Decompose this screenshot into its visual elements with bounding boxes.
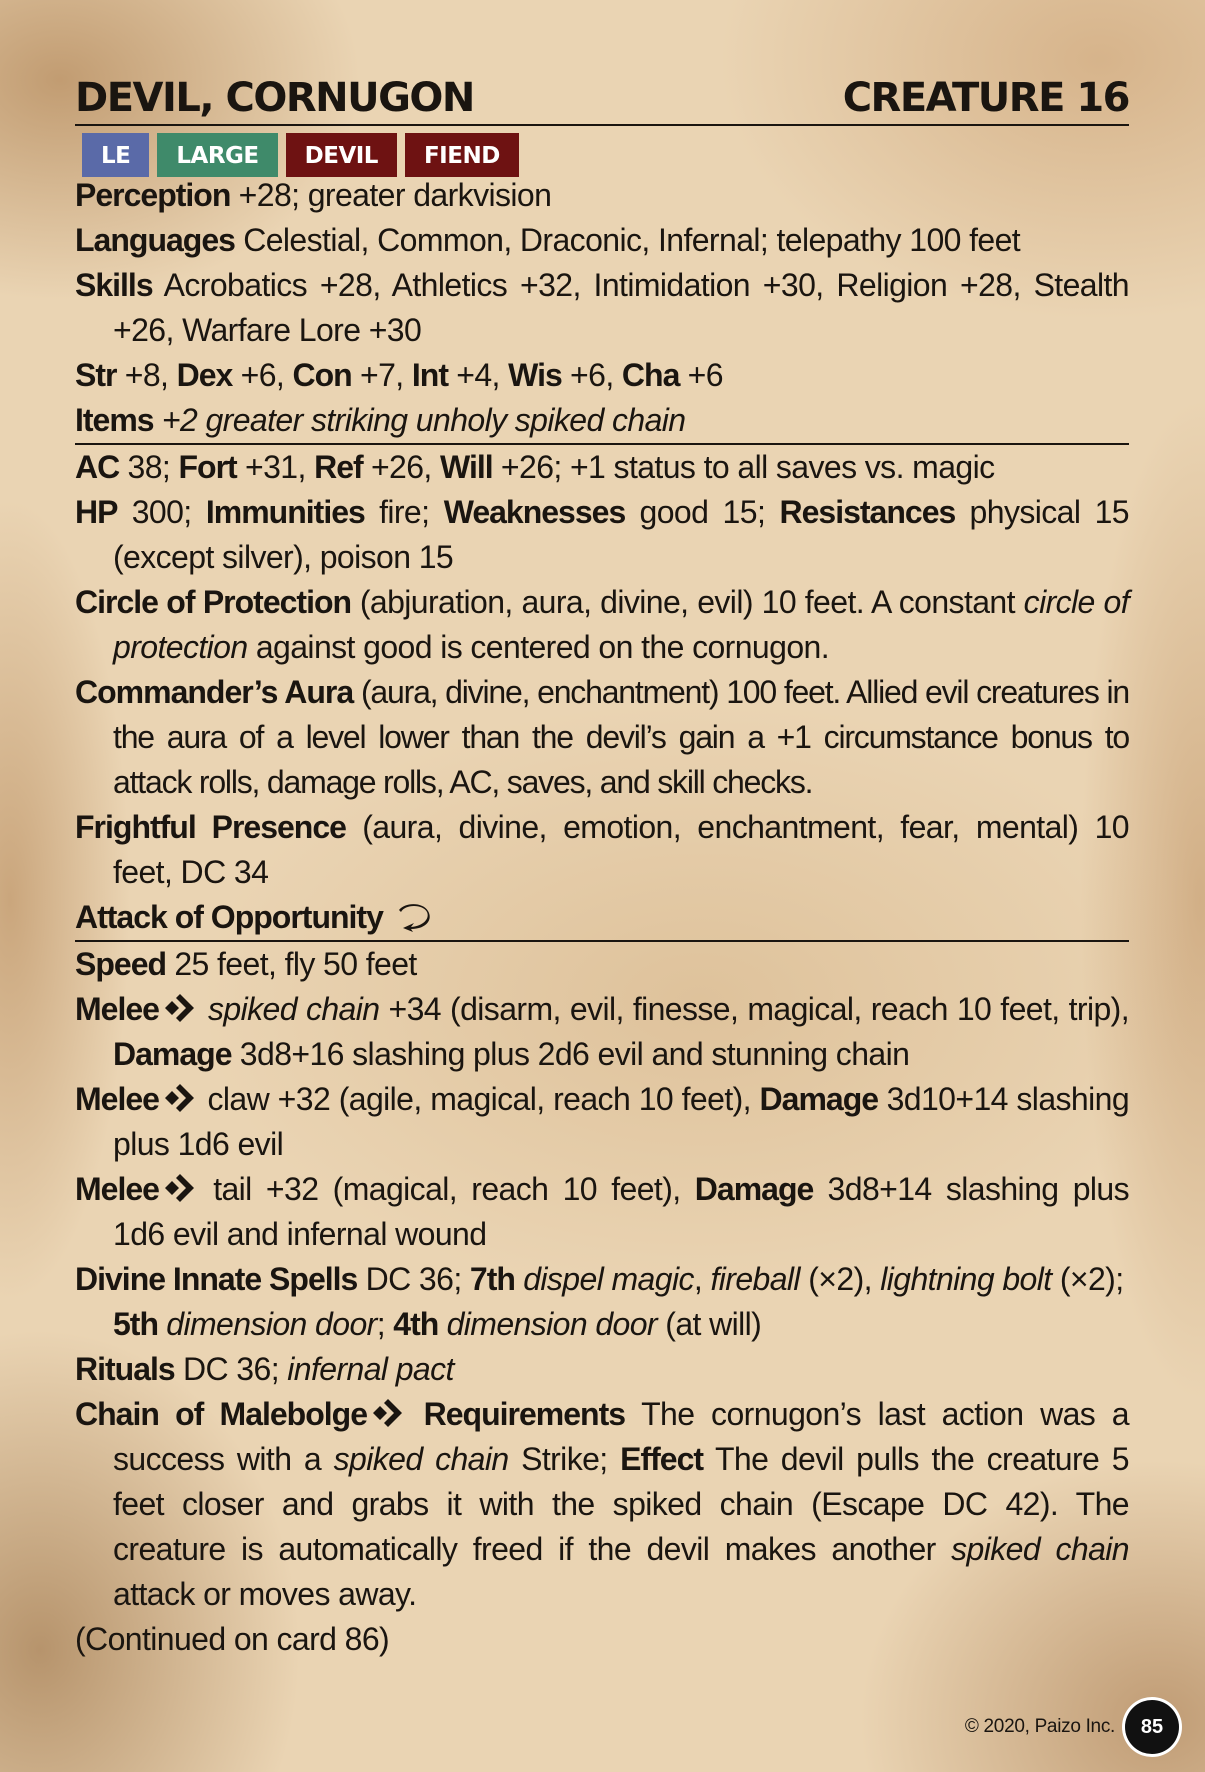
hp-label: HP — [75, 494, 118, 530]
melee-label: Melee — [75, 991, 159, 1027]
circle-text: (abjuration, aura, divine, evil) 10 feet. A constant — [359, 584, 1015, 620]
effect-label: Effect — [620, 1441, 704, 1477]
spell-count: (×2), — [808, 1261, 872, 1297]
single-action-icon — [373, 1398, 403, 1428]
copyright: © 2020, Paizo Inc. — [964, 1716, 1115, 1737]
circle-of-protection-ability — [75, 580, 1129, 670]
chain-label: Chain of Malebolge — [75, 1396, 368, 1432]
int-label: Int — [411, 357, 448, 393]
separator: , — [693, 1261, 703, 1297]
rituals-dc: DC 36; — [182, 1351, 279, 1387]
items-line — [75, 398, 1129, 445]
con-label: Con — [292, 357, 352, 393]
con-value: +7, — [360, 357, 404, 393]
dex-value: +6, — [240, 357, 285, 393]
spell-count: (×2); — [1059, 1261, 1124, 1297]
str-label: Str — [75, 357, 117, 393]
melee-tail — [75, 1167, 1129, 1257]
spell-rank-4: 4th — [393, 1306, 439, 1342]
spell-dimension-door: dimension door — [166, 1306, 377, 1342]
ac-label: AC — [75, 449, 120, 485]
resistances-label: Resistances — [779, 494, 956, 530]
skills-line — [75, 263, 1129, 353]
weaknesses-label: Weaknesses — [443, 494, 626, 530]
creature-name: DEVIL, CORNUGON — [75, 75, 474, 121]
effect-text: The devil pulls the creature 5 feet closer and grabs it with the spiked chain (Escape DC 42). The creature is automatically freed if the devil makes another — [113, 1441, 1129, 1567]
title-row — [75, 68, 1129, 126]
commanders-aura-ability — [75, 670, 1129, 805]
requirements-weapon: spiked chain — [333, 1441, 509, 1477]
circle-spell-name: circle of protection — [113, 584, 1129, 665]
circle-label: Circle of Protection — [75, 584, 352, 620]
melee-attack-text: +34 (disarm, evil, finesse, magical, reach 10 feet, trip), — [388, 991, 1130, 1027]
attack-of-opportunity-ability — [75, 895, 1129, 942]
single-action-icon — [165, 1173, 195, 1203]
spell-dispel-magic: dispel magic — [523, 1261, 694, 1297]
ref-label: Ref — [314, 449, 363, 485]
ac-value: 38; — [127, 449, 171, 485]
stat-block-card — [75, 68, 1129, 1662]
will-value: +26; +1 status to all saves vs. magic — [500, 449, 995, 485]
trait-alignment: LE — [82, 133, 149, 177]
creature-level: CREATURE 16 — [842, 75, 1129, 121]
aoo-label: Attack of Opportunity — [75, 899, 383, 935]
reaction-icon — [397, 902, 433, 932]
single-action-icon — [165, 993, 195, 1023]
int-value: +4, — [456, 357, 500, 393]
melee-damage-value: 3d8+14 slashing plus 1d6 evil and infernal wound — [113, 1171, 1130, 1252]
damage-label: Damage — [694, 1171, 814, 1207]
damage-label: Damage — [759, 1081, 879, 1117]
cha-value: +6 — [687, 357, 723, 393]
will-label: Will — [440, 449, 493, 485]
perception-label: Perception — [75, 177, 231, 213]
melee-damage-value: 3d8+16 slashing plus 2d6 evil and stunning chain — [239, 1036, 910, 1072]
separator: ; — [376, 1306, 385, 1342]
perception-value: +28; greater darkvision — [238, 177, 552, 213]
immunities-label: Immunities — [205, 494, 365, 530]
damage-label: Damage — [113, 1036, 232, 1072]
spell-frequency: (at will) — [665, 1306, 762, 1342]
fright-text: (aura, divine, emotion, enchantment, fear, mental) 10 feet, DC 34 — [113, 809, 1130, 890]
trait-list — [75, 126, 1129, 170]
hp-line — [75, 490, 1129, 580]
melee-label: Melee — [75, 1171, 159, 1207]
resistances-value: physical 15 (except silver), poison 15 — [113, 494, 1130, 575]
chain-of-malebolge-ability — [75, 1392, 1129, 1617]
perception-line — [75, 173, 1129, 218]
languages-label: Languages — [75, 222, 235, 258]
wis-value: +6, — [570, 357, 614, 393]
spells-dc: DC 36; — [365, 1261, 462, 1297]
languages-value: Celestial, Common, Draconic, Infernal; telepathy 100 feet — [243, 222, 1021, 258]
ritual-infernal-pact: infernal pact — [287, 1351, 454, 1387]
weaknesses-value: good 15; — [639, 494, 766, 530]
melee-label: Melee — [75, 1081, 159, 1117]
frightful-presence-ability — [75, 805, 1129, 895]
fright-label: Frightful Presence — [75, 809, 346, 845]
fort-label: Fort — [178, 449, 237, 485]
dex-label: Dex — [176, 357, 233, 393]
commander-label: Commander’s Aura — [75, 674, 354, 710]
str-value: +8, — [124, 357, 169, 393]
melee-spiked-chain — [75, 987, 1129, 1077]
immunities-value: fire; — [379, 494, 430, 530]
fort-value: +31, — [245, 449, 306, 485]
speed-label: Speed — [75, 946, 167, 982]
page-number-badge: 85 — [1125, 1700, 1179, 1754]
skills-label: Skills — [75, 267, 153, 303]
melee-attack-text: claw +32 (agile, magical, reach 10 feet), — [207, 1081, 751, 1117]
trait-size: LARGE — [157, 133, 277, 177]
defense-line — [75, 445, 1129, 490]
requirements-text: The cornugon’s last action was a success with a — [113, 1396, 1129, 1477]
spell-fireball: fireball — [710, 1261, 800, 1297]
requirements-label: Requirements — [423, 1396, 626, 1432]
circle-text-end: against good is centered on the cornugon. — [255, 629, 830, 665]
melee-attack-text: tail +32 (magical, reach 10 feet), — [213, 1171, 681, 1207]
commander-text: (aura, divine, enchantment) 100 feet. Allied evil creatures in the aura of a level lower than the devil’s gain a +1 circumstance bonus to attack rolls, damage rolls, AC, saves, and skill checks. — [113, 674, 1129, 800]
melee-claw — [75, 1077, 1129, 1167]
spell-rank-7: 7th — [469, 1261, 515, 1297]
items-value: +2 greater striking unholy spiked chain — [161, 402, 686, 438]
continued-note: (Continued on card 86) — [75, 1621, 390, 1657]
requirements-text-end: Strike; — [521, 1441, 608, 1477]
skills-value: Acrobatics +28, Athletics +32, Intimidation +30, Religion +28, Stealth +26, Warfare Lore +30 — [113, 267, 1129, 348]
single-action-icon — [165, 1083, 195, 1113]
trait-devil: DEVIL — [286, 133, 397, 177]
hp-value: 300; — [131, 494, 192, 530]
spell-lightning-bolt: lightning bolt — [880, 1261, 1052, 1297]
spells-label: Divine Innate Spells — [75, 1261, 358, 1297]
page-footer — [965, 1700, 1179, 1754]
languages-line — [75, 218, 1129, 263]
attributes-line — [75, 353, 1129, 398]
melee-damage-value: 3d10+14 slashing plus 1d6 evil — [113, 1081, 1130, 1162]
speed-line — [75, 942, 1129, 987]
trait-fiend: FIEND — [405, 133, 519, 177]
ref-value: +26, — [370, 449, 432, 485]
effect-weapon: spiked chain — [951, 1531, 1129, 1567]
speed-value: 25 feet, fly 50 feet — [174, 946, 417, 982]
spell-rank-5: 5th — [113, 1306, 158, 1342]
innate-spells-line — [75, 1257, 1129, 1347]
cha-label: Cha — [621, 357, 680, 393]
melee-weapon-name: spiked chain — [208, 991, 380, 1027]
rituals-line — [75, 1347, 1129, 1392]
spell-dimension-door: dimension door — [446, 1306, 657, 1342]
items-label: Items — [75, 402, 154, 438]
effect-text-end: attack or moves away. — [113, 1576, 417, 1612]
wis-label: Wis — [508, 357, 562, 393]
rituals-label: Rituals — [75, 1351, 175, 1387]
